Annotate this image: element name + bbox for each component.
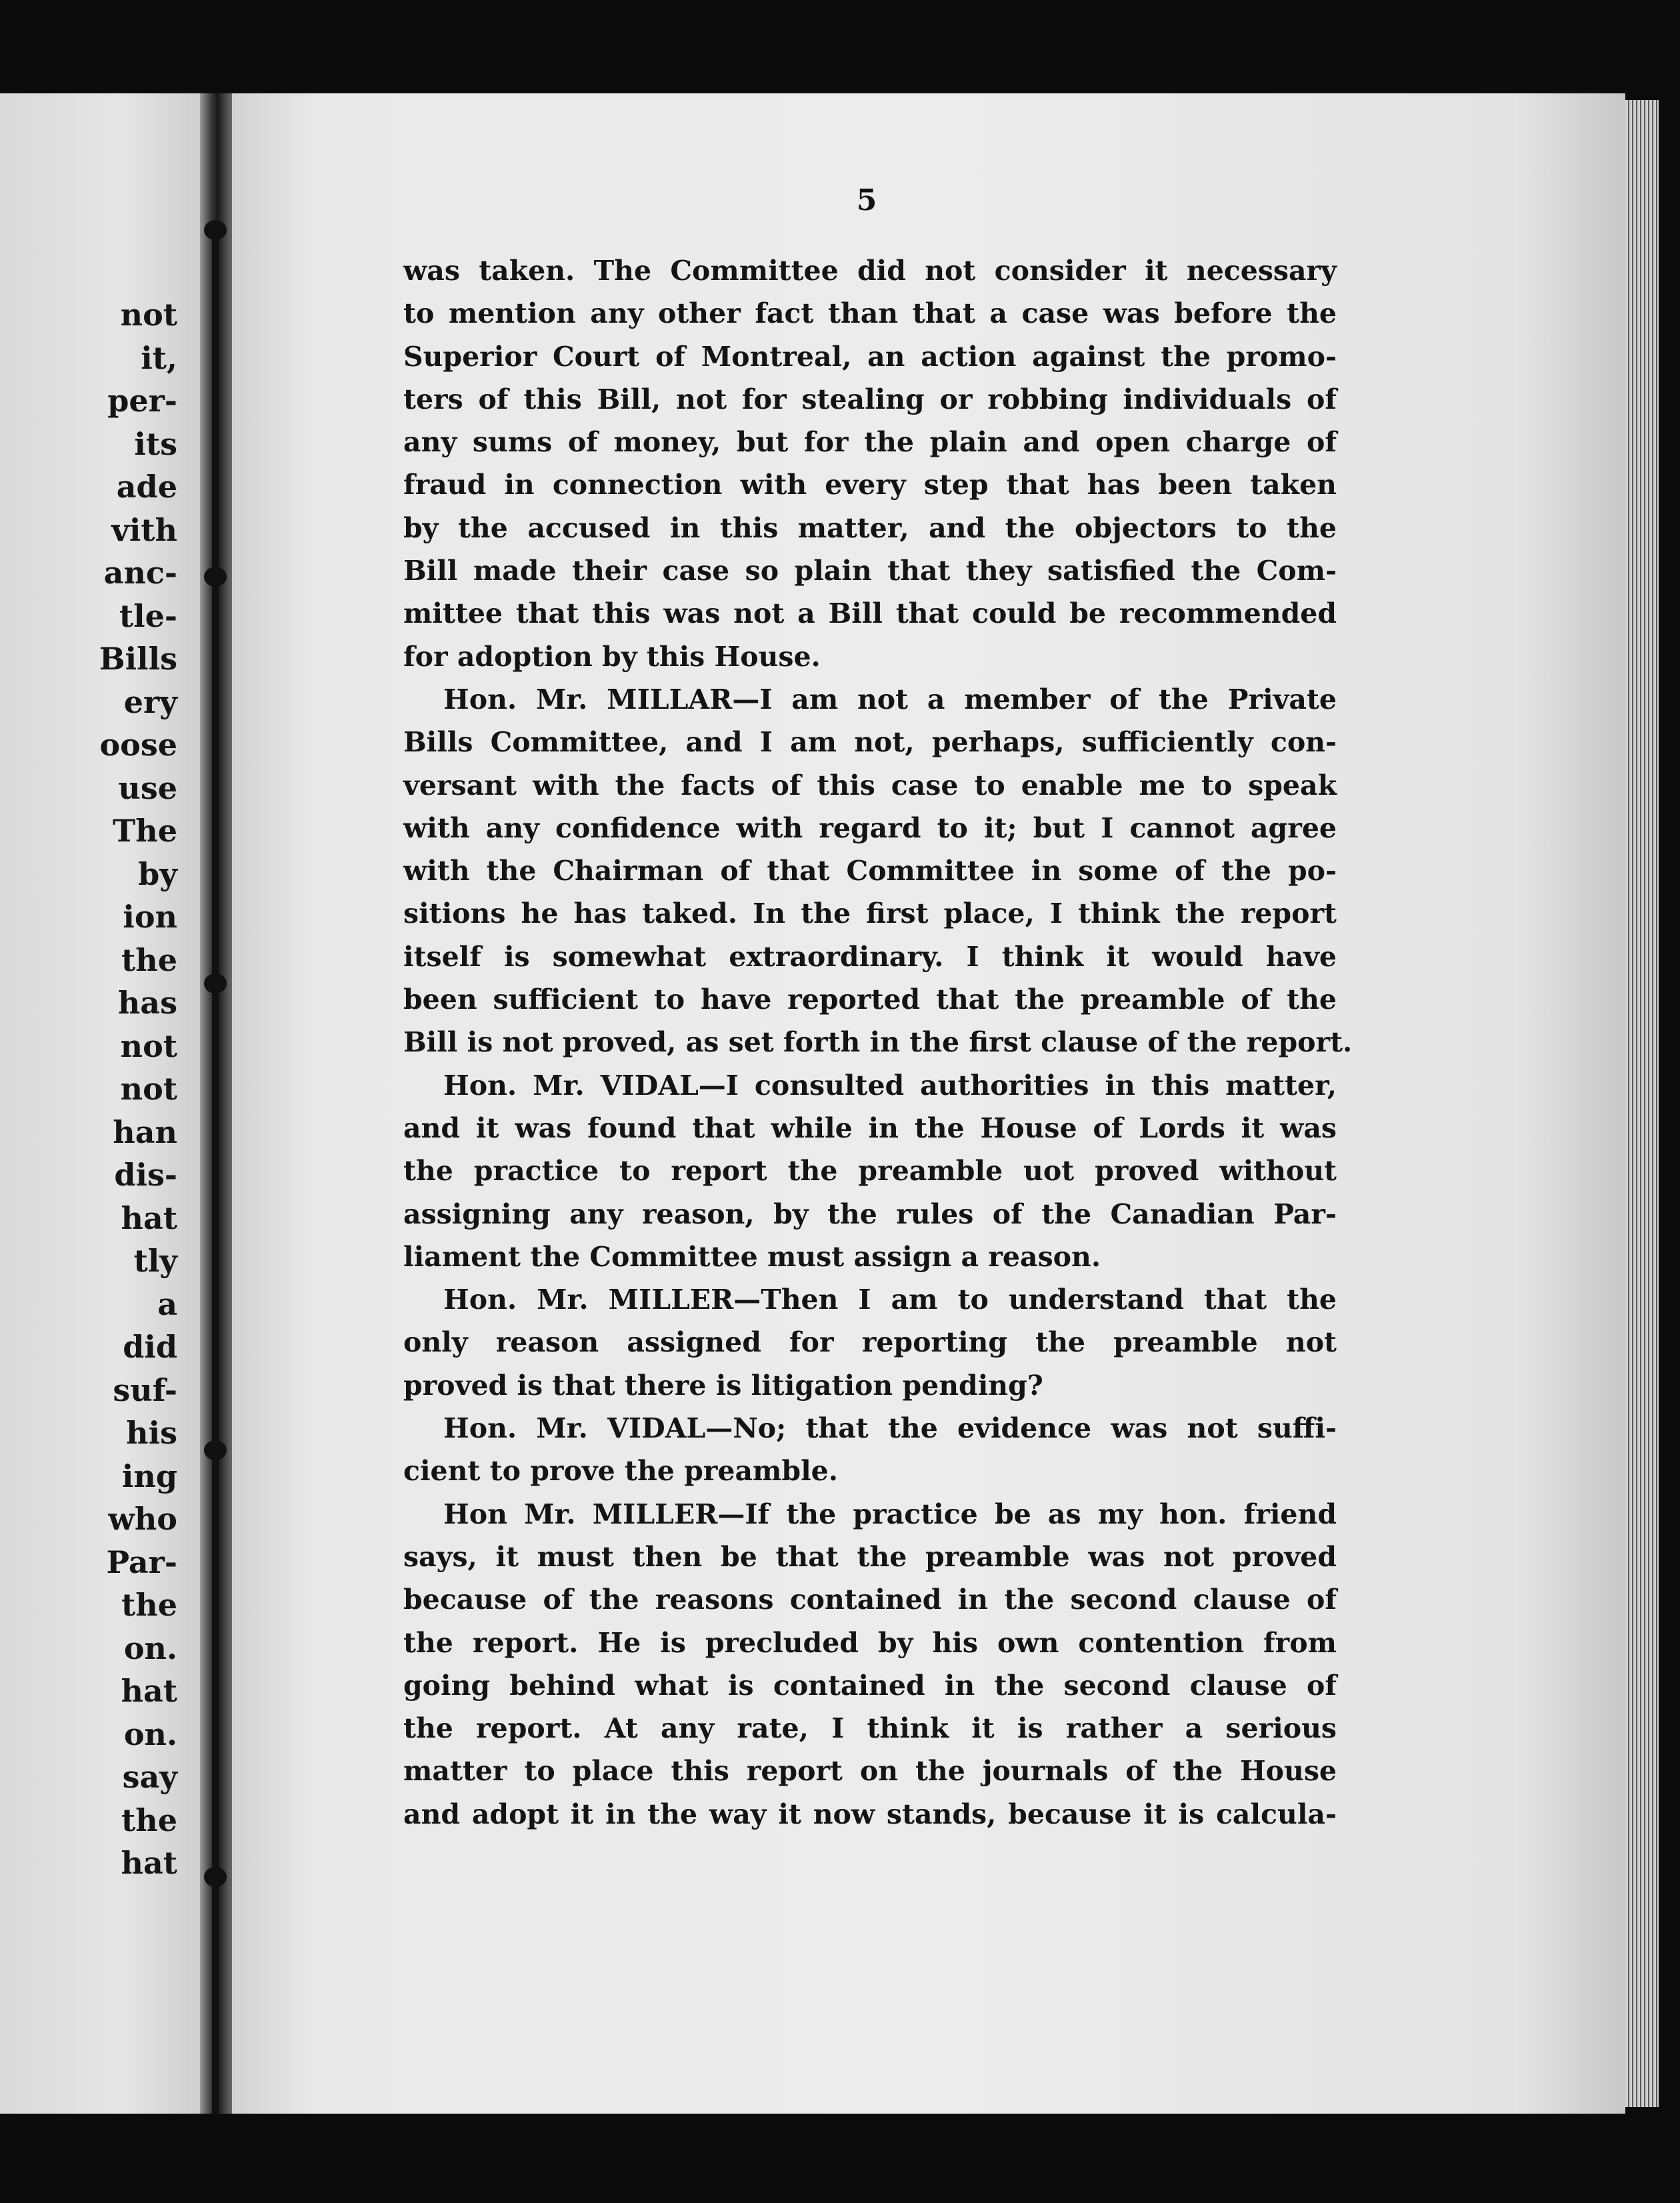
text-line: liament the Committee must assign a reason. [403,1240,1101,1273]
binding-knot [204,220,227,240]
left-page-fragment: did [123,1329,177,1365]
text-line: to mention any other fact than that a case was before the [403,297,1337,330]
left-page-fragment: anc- [103,555,177,591]
text-line: with the Chairman of that Committee in some of the po- [403,855,1337,887]
left-page-fragment: the [121,1802,177,1838]
text-line: itself is somewhat extraordinary. I think it would have [403,940,1337,973]
text-line: Hon. Mr. VIDAL—No; that the evidence was not suffi- [443,1412,1337,1445]
left-page-fragment: per- [107,383,177,419]
left-page-fragment: han [113,1114,177,1150]
text-line: Bills Committee, and I am not, perhaps, sufficiently con- [403,726,1337,759]
binding-knot [204,1440,227,1460]
binding-knot [204,973,227,993]
text-line: and it was found that while in the House of Lords it was [403,1112,1337,1144]
body-text [403,249,1353,1836]
text-line: assigning any reason, by the rules of the Canadian Par- [403,1198,1337,1230]
left-page-fragment: oose [99,727,177,763]
text-line: Superior Court of Montreal, an action against the promo- [403,340,1337,373]
left-page-fragment: a [157,1286,177,1322]
left-page-fragment: ing [121,1458,177,1494]
left-page-fragment: use [118,769,177,806]
left-page-fragment: ery [123,683,177,720]
text-line: mittee that this was not a Bill that could be recommended [403,597,1337,630]
left-page-fragment: not [120,1071,177,1107]
text-line: was taken. The Committee did not consider it necessary [403,255,1337,287]
left-page-fragment: who [108,1501,177,1537]
text-line: only reason assigned for reporting the preamble not [403,1326,1337,1359]
left-page-fragment: on. [123,1630,177,1666]
left-page-fragment: has [117,985,177,1021]
left-page-fragment: ion [123,899,177,935]
text-line: Hon. Mr. VIDAL—I consulted authorities in this matter, [443,1069,1337,1102]
left-page-fragment: the [121,1587,177,1623]
left-page [0,93,200,2114]
text-line: the report. He is precluded by his own contention from [403,1626,1337,1659]
left-page-fragment: the [121,941,177,978]
left-page-fragment: hat [121,1845,177,1881]
left-page-fragment: not [120,1027,177,1064]
text-line: ters of this Bill, not for stealing or robbing individuals of [403,383,1337,415]
left-page-fragment: ade [116,469,177,505]
text-line: the practice to report the preamble uot proved without [403,1155,1337,1188]
binding-thread [212,227,219,2114]
left-page-fragment: tle- [119,597,177,634]
left-page-fragment: tly [133,1243,177,1279]
text-line: Hon. Mr. MILLER—Then I am to understand that the [443,1284,1337,1316]
left-page-fragment: Par- [106,1544,177,1580]
left-page-fragment: say [122,1759,177,1795]
text-line: been sufficient to have reported that the preamble of the [403,983,1337,1016]
text-line: any sums of money, but for the plain and open charge of [403,426,1337,459]
text-line: fraud in connection with every step that has been taken [403,469,1337,501]
text-line: because of the reasons contained in the second clause of [403,1584,1337,1616]
text-line: for adoption by this House. [403,640,821,673]
left-page-fragment: dis- [114,1157,177,1193]
text-line: matter to place this report on the journals of the House [403,1755,1337,1788]
text-line: says, it must then be that the preamble was not proved [403,1540,1337,1573]
binding-knot [204,1867,227,1887]
text-line: Bill is not proved, as set forth in the first clause of the report. [403,1026,1353,1059]
left-page-fragment: its [134,425,177,462]
text-line: sitions he has taked. In the first place, I think the report [403,897,1337,930]
left-page-text-fragments [4,293,177,1885]
text-line: proved is that there is litigation pending? [403,1369,1043,1402]
text-line: going behind what is contained in the second clause of [403,1669,1337,1702]
left-page-fragment: by [138,855,177,892]
left-page-fragment: his [126,1415,177,1451]
left-page-fragment: suf- [113,1372,177,1408]
left-page-fragment: not [120,297,177,333]
left-page-fragment: Bills [99,641,177,677]
binding-knot [204,567,227,587]
text-line: Hon. Mr. MILLAR—I am not a member of the Private [443,683,1337,715]
text-line: Bill made their case so plain that they satisfied the Com- [403,555,1337,587]
text-line: cient to prove the preamble. [403,1455,839,1488]
left-page-fragment: on. [123,1716,177,1752]
left-page-fragment: it, [141,339,177,376]
left-page-fragment: vith [111,511,177,548]
text-line: the report. At any rate, I think it is rather a serious [403,1712,1337,1745]
left-page-fragment: hat [121,1673,177,1709]
page-edges [1625,100,1659,2107]
left-page-fragment: The [113,813,177,849]
text-line: with any confidence with regard to it; but I cannot agree [403,811,1337,844]
page-number: 5 [856,183,877,217]
left-page-fragment: hat [121,1200,177,1236]
text-line: Hon Mr. MILLER—If the practice be as my hon. friend [443,1498,1337,1530]
text-line: and adopt it in the way it now stands, because it is calcula- [403,1798,1337,1830]
text-line: versant with the facts of this case to enable me to speak [403,769,1337,801]
text-line: by the accused in this matter, and the objectors to the [403,511,1337,544]
